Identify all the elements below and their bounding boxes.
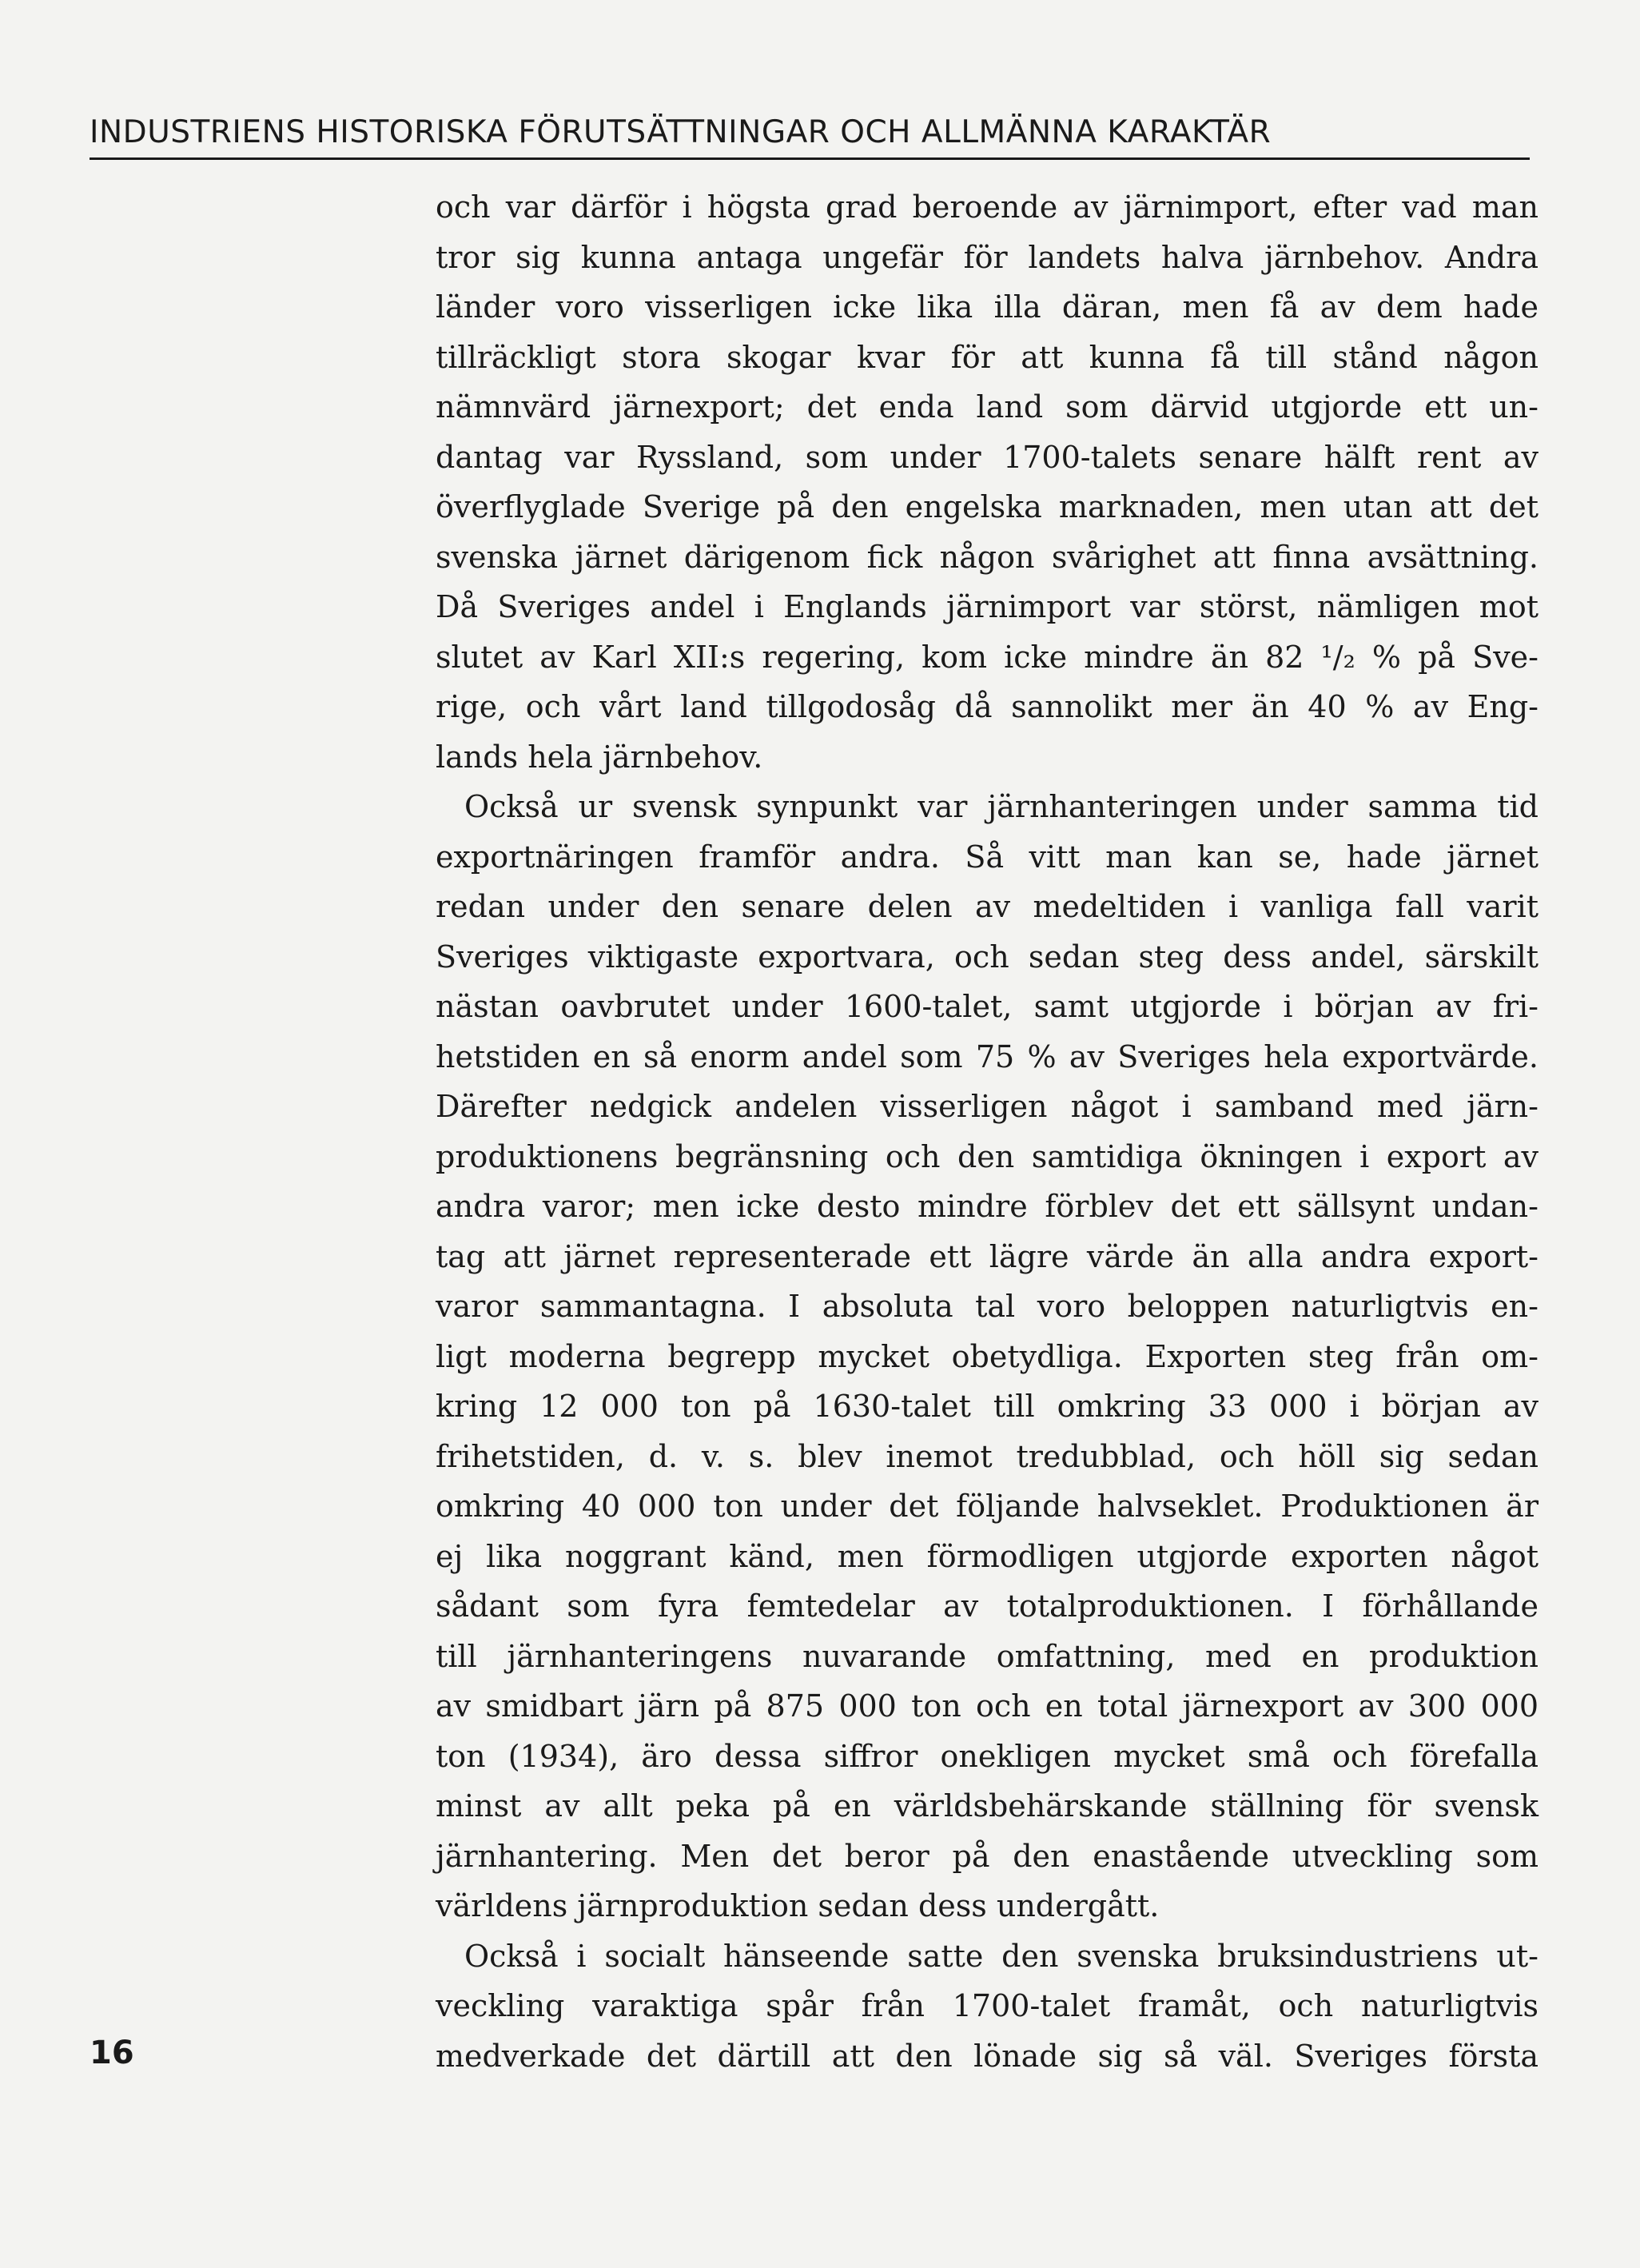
running-head: INDUSTRIENS HISTORISKA FÖRUTSÄTTNINGAR OCH ALLMÄNNA KARAKTÄR [90, 114, 1272, 150]
text-line: frihetstiden, d. v. s. blev inemot tredubblad, och höll sig sedan [436, 1438, 1538, 1474]
text-line: kring 12 000 ton på 1630-talet till omkring 33 000 i början av [436, 1389, 1538, 1424]
text-line: dantag var Ryssland, som under 1700-talets senare hälft rent av [436, 439, 1538, 475]
text-line: medverkade det därtill att den lönade sig så väl. Sveriges första [436, 2038, 1538, 2074]
text-line: exportnäringen framför andra. Så vitt man kan se, hade järnet [436, 839, 1538, 875]
text-line: nästan oavbrutet under 1600-talet, samt utgjorde i början av fri- [436, 989, 1538, 1024]
text-line: tag att järnet representerade ett lägre värde än alla andra export- [436, 1238, 1538, 1274]
text-line: till järnhanteringens nuvarande omfattning, med en produktion [436, 1638, 1538, 1674]
text-line: nämnvärd järnexport; det enda land som därvid utgjorde ett un- [436, 389, 1538, 425]
text-line: andra varor; men icke desto mindre förblev det ett sällsynt undan- [436, 1189, 1538, 1224]
text-line: länder voro visserligen icke lika illa däran, men få av dem hade [436, 289, 1538, 325]
text-line: hetstiden en så enorm andel som 75 % av Sveriges hela exportvärde. [436, 1038, 1538, 1074]
text-line: ej lika noggrant känd, men förmodligen utgjorde exporten något [436, 1538, 1538, 1574]
header-rule [90, 157, 1530, 160]
text-line: ton (1934), äro dessa siffror onekligen mycket små och förefalla [436, 1738, 1538, 1774]
text-line: Sveriges viktigaste exportvara, och sedan steg dess andel, särskilt [436, 939, 1538, 975]
text-line: omkring 40 000 ton under det följande halvseklet. Produktionen är [436, 1489, 1538, 1524]
text-line: järnhantering. Men det beror på den enastående utveckling som [436, 1838, 1538, 1874]
text-line: slutet av Karl XII:s regering, kom icke mindre än 82 ¹/₂ % på Sve- [436, 639, 1538, 675]
text-line: av smidbart järn på 875 000 ton och en total järnexport av 300 000 [436, 1688, 1538, 1724]
text-line: varor sammantagna. I absoluta tal voro beloppen naturligtvis en- [436, 1289, 1538, 1324]
text-line: lands hela järnbehov. [436, 739, 763, 775]
body-text [436, 182, 1538, 2081]
text-line: veckling varaktiga spår från 1700-talet framåt, och naturligtvis [436, 1988, 1538, 2023]
text-line: sådant som fyra femtedelar av totalproduktionen. I förhållande [436, 1588, 1538, 1624]
text-line: redan under den senare delen av medeltiden i vanliga fall varit [436, 889, 1538, 924]
text-line: tillräckligt stora skogar kvar för att kunna få till stånd någon [436, 339, 1538, 375]
text-line: rige, och vårt land tillgodosåg då sannolikt mer än 40 % av Eng- [436, 689, 1538, 724]
text-line: Också i socialt hänseende satte den svenska bruksindustriens ut- [464, 1938, 1538, 1974]
text-line: Också ur svensk synpunkt var järnhanteringen under samma tid [464, 789, 1538, 824]
text-line: ligt moderna begrepp mycket obetydliga. Exporten steg från om- [436, 1338, 1538, 1374]
text-line: produktionens begränsning och den samtidiga ökningen i export av [436, 1138, 1538, 1174]
text-line: svenska järnet därigenom fick någon svårighet att finna avsättning. [436, 539, 1538, 575]
text-line: minst av allt peka på en världsbehärskande ställning för svensk [436, 1788, 1538, 1824]
page-number: 16 [90, 2035, 134, 2071]
text-line: tror sig kunna antaga ungefär för landets halva järnbehov. Andra [436, 239, 1538, 275]
paragraph [436, 182, 1538, 782]
text-line: överflyglade Sverige på den engelska marknaden, men utan att det [436, 489, 1538, 524]
text-line: Då Sveriges andel i Englands järnimport var störst, nämligen mot [436, 589, 1538, 624]
paragraph [436, 782, 1538, 1931]
text-line: världens järnproduktion sedan dess undergått. [436, 1888, 1160, 1923]
text-line: och var därför i högsta grad beroende av järnimport, efter vad man [436, 189, 1538, 225]
paragraph [436, 1931, 1538, 2082]
text-line: Därefter nedgick andelen visserligen något i samband med järn- [436, 1089, 1538, 1124]
